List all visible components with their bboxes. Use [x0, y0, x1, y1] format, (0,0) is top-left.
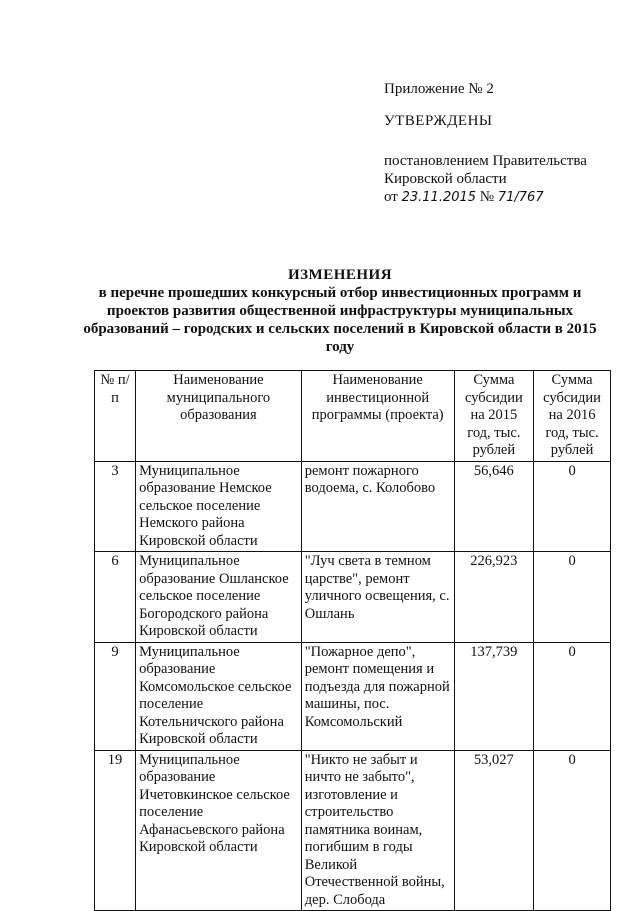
cell-municipality: Муниципальное образование Ичетовкинское сельское поселение Афанасьевского района Кировской области [136, 750, 302, 911]
table-header-row [95, 371, 611, 462]
cell-program: ремонт пожарного водоема, с. Колобово [301, 461, 454, 552]
cell-number: 9 [95, 642, 136, 750]
title-subtitle: в перечне прошедших конкурсный отбор инвестиционных программ и проектов развития общественной инфраструктуры муниципальных образований – городских и сельских поселений в Кировской области в 2015 году [83, 285, 597, 355]
table-row [95, 642, 611, 750]
cell-program: "Луч света в темном царстве", ремонт уличного освещения, с. Ошлань [301, 552, 454, 643]
header-sum-2015: Сумма субсидии на 2015 год, тыс. рублей [454, 371, 534, 462]
from-label: от [384, 189, 398, 205]
cell-municipality: Муниципальное образование Ошланское сельское поселение Богородского района Кировской области [136, 552, 302, 643]
cell-sum-2016: 0 [534, 750, 611, 911]
annex-label: Приложение № 2 [384, 81, 494, 97]
number-label: № [479, 189, 495, 205]
header-program: Наименование инвестиционной программы (проекта) [301, 371, 454, 462]
cell-number: 3 [95, 461, 136, 552]
cell-municipality: Муниципальное образование Комсомольское сельское поселение Котельничского района Кировской области [136, 642, 302, 750]
cell-sum-2015: 56,646 [454, 461, 534, 552]
approval-date-line [384, 188, 624, 207]
cell-sum-2015: 53,027 [454, 750, 534, 911]
header-municipality: Наименование муниципального образования [136, 371, 302, 462]
approval-line-1: постановлением Правительства [384, 153, 587, 169]
document-title [80, 266, 600, 356]
table-row [95, 750, 611, 911]
title-heading: ИЗМЕНЕНИЯ [287, 267, 393, 283]
cell-number: 19 [95, 750, 136, 911]
cell-program: "Пожарное депо", ремонт помещения и подъезда для пожарной машины, пос. Комсомольский [301, 642, 454, 750]
changes-table [94, 370, 611, 911]
cell-program: "Никто не забыт и ничто не забыто", изготовление и строительство памятника воинам, погибшим в годы Великой Отечественной войны, дер. Слобода [301, 750, 454, 911]
approved-label: УТВЕРЖДЕНЫ [384, 113, 493, 129]
cell-sum-2016: 0 [534, 461, 611, 552]
table-row [95, 461, 611, 552]
approval-line-2: Кировской области [384, 171, 507, 187]
handwritten-number: 71/767 [497, 190, 544, 205]
cell-sum-2015: 137,739 [454, 642, 534, 750]
approval-block [384, 80, 624, 207]
cell-sum-2015: 226,923 [454, 552, 534, 643]
table-row [95, 552, 611, 643]
cell-number: 6 [95, 552, 136, 643]
cell-sum-2016: 0 [534, 552, 611, 643]
cell-sum-2016: 0 [534, 642, 611, 750]
header-number: № п/п [95, 371, 136, 462]
header-sum-2016: Сумма субсидии на 2016 год, тыс. рублей [534, 371, 611, 462]
handwritten-date: 23.11.2015 [401, 190, 477, 205]
cell-municipality: Муниципальное образование Немское сельское поселение Немского района Кировской области [136, 461, 302, 552]
